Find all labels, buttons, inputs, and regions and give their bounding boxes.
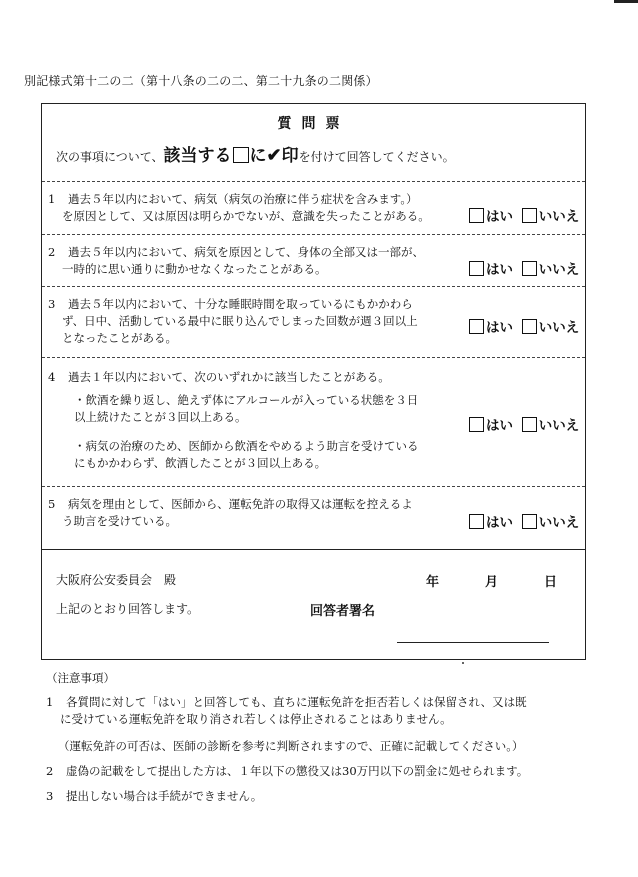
answers-2 bbox=[465, 258, 579, 278]
question-text: 過去５年以内において、病気（病気の治療に伴う症状を含みます。） bbox=[68, 192, 418, 206]
signer-label: 回答者署名 bbox=[310, 604, 376, 619]
question-text: う助言を受けている。 bbox=[62, 514, 177, 528]
note-number: 1 bbox=[46, 695, 54, 709]
note-1-paren: （運転免許の可否は、医師の診断を参考に判断されますので、正確に記載してください。） bbox=[58, 739, 524, 753]
form-reference: 別記様式第十二の二（第十八条の二の二、第二十九条の二関係） bbox=[24, 74, 378, 88]
note-number: 2 bbox=[46, 764, 54, 778]
title-block bbox=[42, 104, 585, 182]
divider bbox=[42, 181, 585, 182]
form-title: 質問票 bbox=[277, 116, 350, 132]
divider bbox=[42, 286, 585, 287]
question-number: 1 bbox=[48, 192, 56, 206]
yes-checkbox[interactable] bbox=[469, 319, 484, 334]
yes-label: はい bbox=[486, 418, 513, 434]
yes-checkbox[interactable] bbox=[469, 417, 484, 432]
no-label: いいえ bbox=[538, 209, 580, 225]
note-number: 3 bbox=[46, 789, 54, 803]
question-text: 過去１年以内において、次のいずれかに該当したことがある。 bbox=[68, 370, 390, 384]
question-text: 病気を理由として、医師から、運転免許の取得又は運転を控えるよ bbox=[68, 497, 413, 511]
yes-label: はい bbox=[486, 262, 513, 278]
date-day: 日 bbox=[544, 575, 558, 590]
answers-4 bbox=[465, 414, 579, 434]
note-text: 提出しない場合は手続ができません。 bbox=[66, 789, 263, 803]
divider bbox=[42, 357, 585, 358]
yes-checkbox[interactable] bbox=[469, 261, 484, 276]
yes-checkbox[interactable] bbox=[469, 514, 484, 529]
date-year: 年 bbox=[426, 575, 440, 590]
answers-3 bbox=[465, 316, 579, 336]
checkbox-sample-icon bbox=[233, 147, 249, 163]
note-3 bbox=[46, 788, 262, 805]
check-mark-icon: ✔ bbox=[266, 145, 282, 166]
yes-label: はい bbox=[486, 320, 513, 336]
answers-5 bbox=[465, 511, 579, 531]
note-text: 各質問に対して「はい」と回答しても、直ちに運転免許を拒否若しくは保留され、又は既 bbox=[66, 695, 527, 709]
no-checkbox[interactable] bbox=[522, 261, 537, 276]
question-text: を原因として、又は原因は明らかでないが、意識を失ったことがある。 bbox=[62, 209, 430, 223]
note-2 bbox=[46, 763, 528, 780]
signature-divider bbox=[42, 549, 585, 550]
question-text: となったことがある。 bbox=[62, 331, 177, 345]
question-3 bbox=[48, 296, 468, 347]
answers-1 bbox=[465, 205, 579, 225]
note-text: 虚偽の記載をして提出した方は、１年以下の懲役又は30万円以下の罰金に処せられます。 bbox=[66, 764, 529, 778]
questionnaire-form bbox=[41, 103, 586, 660]
no-checkbox[interactable] bbox=[522, 319, 537, 334]
yes-checkbox[interactable] bbox=[469, 208, 484, 223]
no-checkbox[interactable] bbox=[522, 208, 537, 223]
question-number: 3 bbox=[48, 297, 56, 311]
question-4 bbox=[48, 369, 468, 472]
addressee: 大阪府公安委員会 殿 bbox=[56, 573, 177, 587]
notes-heading: （注意事項） bbox=[46, 671, 115, 685]
instruction bbox=[56, 141, 455, 166]
question-text: 過去５年以内において、十分な睡眠時間を取っているにもかかわら bbox=[68, 297, 413, 311]
question-text: 過去５年以内において、病気を原因として、身体の全部又は一部が、 bbox=[68, 245, 425, 259]
no-checkbox[interactable] bbox=[522, 514, 537, 529]
no-checkbox[interactable] bbox=[522, 417, 537, 432]
question-bullet: にもかかわらず、飲酒したことが３回以上ある。 bbox=[74, 456, 327, 470]
yes-label: はい bbox=[486, 209, 513, 225]
no-label: いいえ bbox=[538, 515, 580, 531]
instruction-emph3: 印 bbox=[281, 146, 299, 166]
date-month: 月 bbox=[485, 575, 499, 590]
yes-label: はい bbox=[486, 515, 513, 531]
instruction-prefix: 次の事項について、 bbox=[56, 150, 164, 164]
question-bullet: 以上続けたことが３回以上ある。 bbox=[74, 410, 247, 424]
question-1 bbox=[48, 191, 468, 225]
no-label: いいえ bbox=[538, 262, 580, 278]
scan-mark bbox=[614, 0, 638, 3]
divider bbox=[42, 486, 585, 487]
instruction-emph2: に bbox=[249, 146, 267, 166]
no-label: いいえ bbox=[538, 418, 580, 434]
question-number: 4 bbox=[48, 370, 56, 384]
question-5 bbox=[48, 496, 468, 530]
no-label: いいえ bbox=[538, 320, 580, 336]
question-number: 2 bbox=[48, 245, 56, 259]
divider bbox=[42, 234, 585, 235]
question-bullet: ・飲酒を繰り返し、絶えず体にアルコールが入っている状態を３日 bbox=[74, 393, 419, 407]
instruction-suffix: を付けて回答してください。 bbox=[298, 150, 455, 164]
question-text: ず、日中、活動している最中に眠り込んでしまった回数が週３回以上 bbox=[62, 314, 418, 328]
question-text: 一時的に思い通りに動かせなくなったことがある。 bbox=[62, 262, 327, 276]
question-bullet: ・病気の治療のため、医師から飲酒をやめるよう助言を受けている bbox=[74, 439, 419, 453]
question-2 bbox=[48, 244, 468, 278]
note-1 bbox=[46, 694, 527, 728]
scan-speck bbox=[462, 662, 464, 664]
statement: 上記のとおり回答します。 bbox=[56, 602, 200, 616]
note-text: に受けている運転免許を取り消され若しくは停止されることはありません。 bbox=[60, 712, 452, 726]
signature-line[interactable] bbox=[397, 642, 549, 643]
question-number: 5 bbox=[48, 497, 56, 511]
instruction-emph1: 該当する bbox=[163, 146, 232, 166]
